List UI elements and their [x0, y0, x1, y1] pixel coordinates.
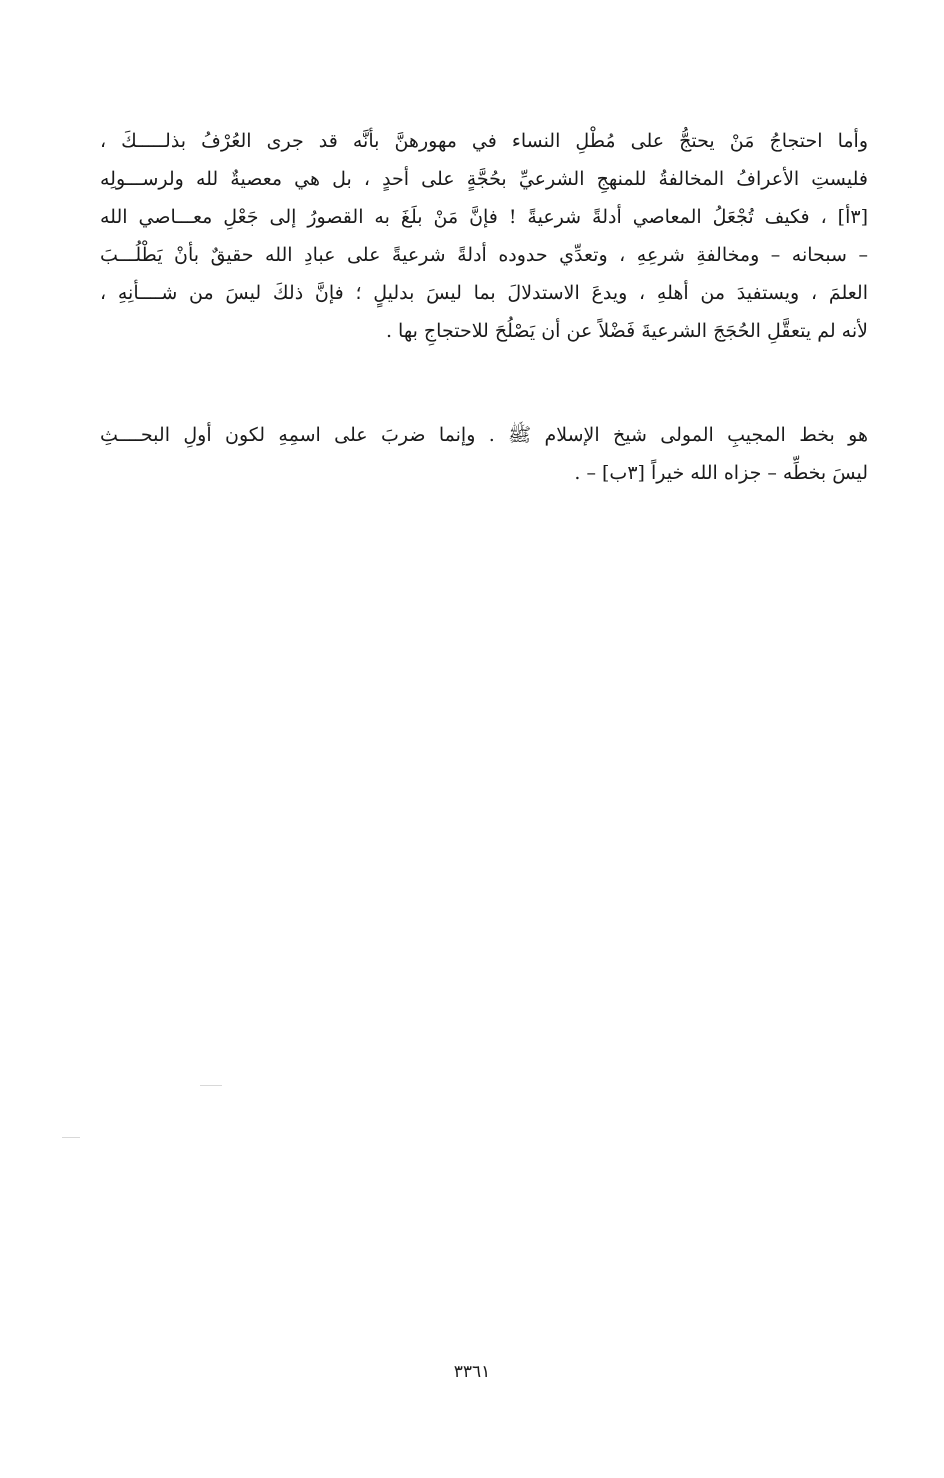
paragraph-main: [100, 122, 868, 350]
text-line: – سبحانه – ومخالفةِ شرعِهِ ، وتعدِّي حدوده أدلةً شرعيةً على عبادِ الله حقيقٌ بأنْ يَطْلُـــبَ: [100, 244, 868, 266]
paragraph-note: [100, 416, 868, 492]
text-line: وأما احتجاجُ مَنْ يحتجُّ على مُطْلِ النساء في مهورهنَّ بأنَّه قد جرى العُرْفُ بذلـــــكَ ،: [100, 130, 868, 152]
text-line: هو بخط المجيبِ المولى شيخ الإسلام ﷺ . وإنما ضربَ على اسمِهِ لكون أولِ البحــــثِ: [100, 424, 868, 446]
text-line: العلمَ ، ويستفيدَ من أهلهِ ، ويدعَ الاستدلالَ بما ليسَ بدليلٍ ؛ فإنَّ ذلكَ ليسَ من شــــأنِهِ ،: [100, 282, 868, 304]
scan-artifact: [62, 1137, 80, 1138]
text-line: لأنه لم يتعقَّلِ الحُجَجَ الشرعيةَ فَضْلاً عن أن يَصْلُحَ للاحتجاجِ بها .: [385, 320, 868, 342]
text-line: ليسَ بخطِّه – جزاه الله خيراً [٣ب] – .: [574, 462, 868, 484]
scan-artifact: [200, 1085, 222, 1086]
text-line: [٣أ] ، فكيف تُجْعَلُ المعاصي أدلةً شرعيةً ! فإنَّ مَنْ بلَغَ به القصورُ إلى جَعْلِ معـــاصي الله: [100, 206, 868, 228]
page-number: ٣٣٦١: [453, 1362, 491, 1382]
text-line: فليستِ الأعرافُ المخالفةُ للمنهجِ الشرعيِّ بحُجَّةٍ على أحدٍ ، بل هي معصيةٌ لله ولرســـولِه: [100, 168, 868, 190]
